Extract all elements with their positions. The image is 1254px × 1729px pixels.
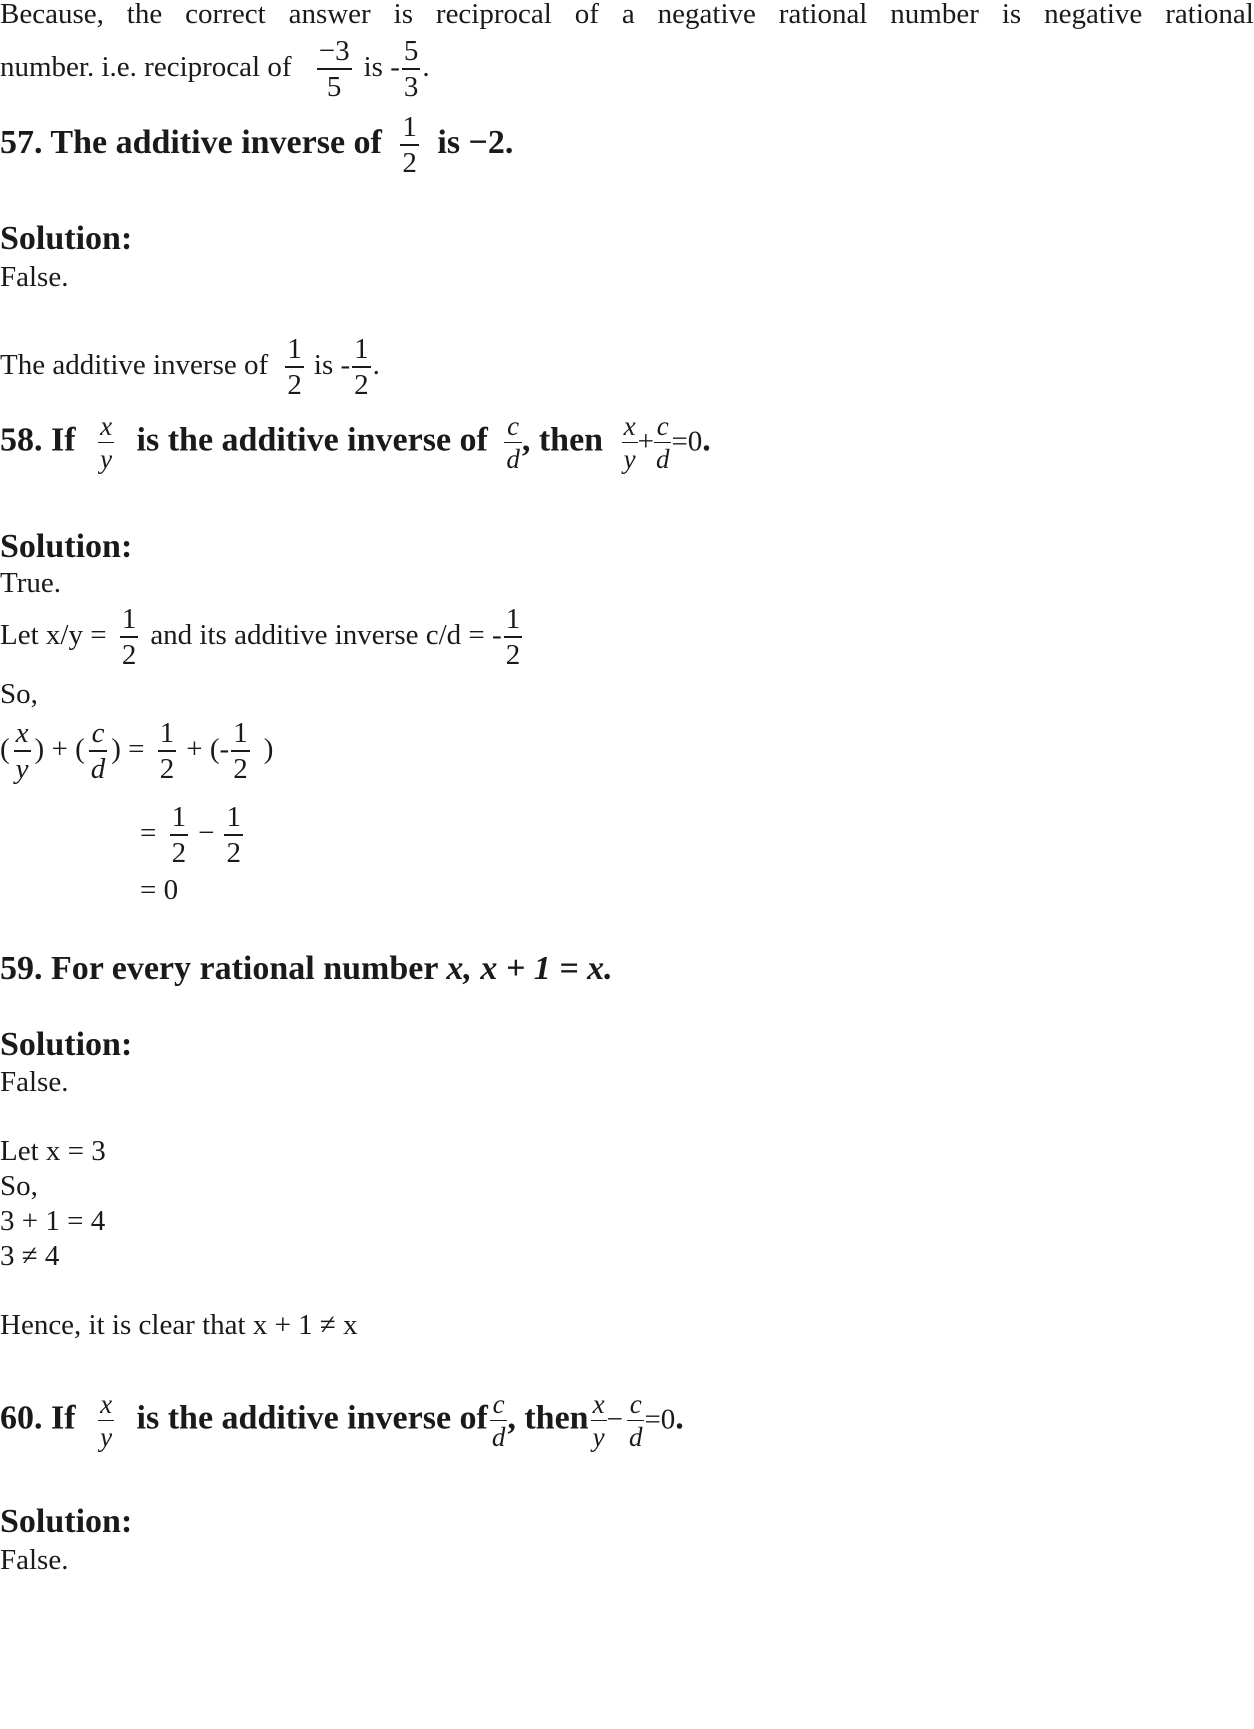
- solution-label-57: Solution:: [0, 220, 133, 257]
- equation-line-2: [140, 802, 253, 869]
- denominator: 2: [171, 837, 187, 870]
- question-text: 58. If: [0, 421, 76, 459]
- fraction: [120, 604, 139, 671]
- denominator: 2: [287, 369, 302, 402]
- numerator: 1: [226, 801, 241, 833]
- fraction-bar: [400, 144, 419, 146]
- text: and its additive inverse c/d = -: [150, 619, 502, 652]
- text: The additive inverse of: [0, 349, 269, 382]
- numerator: x: [15, 717, 29, 749]
- verdict-59: False.: [0, 1066, 69, 1098]
- denominator: d: [655, 444, 670, 475]
- word: is: [393, 0, 413, 30]
- fraction-bar: [627, 1420, 645, 1421]
- word: Because,: [0, 0, 104, 30]
- question-text: is the additive inverse of: [136, 421, 488, 459]
- numerator: x: [592, 1389, 605, 1419]
- paren: ): [111, 733, 121, 766]
- verdict-60: False.: [0, 1544, 69, 1576]
- operator: −: [198, 817, 215, 850]
- numerator: −3: [318, 35, 350, 67]
- fraction: [627, 1390, 645, 1452]
- denominator: 2: [505, 639, 521, 672]
- intro-line-1: [0, 0, 1254, 29]
- equation-text: =0: [671, 425, 703, 458]
- denominator: d: [90, 753, 106, 786]
- numerator: c: [507, 411, 520, 441]
- fraction: [98, 412, 114, 474]
- fraction: [89, 718, 108, 785]
- operator: =: [128, 733, 145, 766]
- numerator: 1: [354, 333, 369, 365]
- numerator: x: [100, 1389, 113, 1419]
- fraction: [317, 36, 352, 103]
- fraction-bar: [98, 1420, 114, 1421]
- paren: ): [263, 733, 274, 766]
- step-line: Let x = 3: [0, 1135, 106, 1167]
- question-text: , then: [521, 421, 604, 459]
- denominator: y: [100, 444, 113, 475]
- equation-text: =0: [644, 1403, 676, 1436]
- fraction-bar: [317, 68, 352, 70]
- fraction-bar: [622, 442, 638, 443]
- numerator: 1: [121, 603, 137, 635]
- word: the: [126, 0, 163, 30]
- question-text: is −2.: [437, 124, 514, 162]
- intro-line-2: [0, 36, 430, 103]
- denominator: 3: [403, 71, 419, 104]
- fraction-bar: [170, 834, 189, 836]
- question-text: 60. If: [0, 1399, 76, 1437]
- operator: +: [637, 425, 654, 458]
- so-58: So,: [0, 678, 38, 710]
- fraction: [654, 412, 672, 474]
- text: .: [422, 51, 430, 84]
- numerator: 5: [403, 35, 419, 67]
- text: number. i.e. reciprocal of: [0, 51, 292, 84]
- numerator: c: [656, 411, 669, 441]
- denominator: 2: [402, 147, 417, 180]
- fraction-bar: [98, 442, 114, 443]
- fraction-bar: [654, 442, 672, 443]
- question-57: [0, 112, 513, 179]
- denominator: 2: [233, 753, 248, 786]
- fraction: [14, 718, 31, 785]
- word: is: [1001, 0, 1022, 30]
- word: negative: [1044, 0, 1143, 30]
- paren: (: [0, 733, 10, 766]
- fraction: [231, 718, 250, 785]
- numerator: c: [91, 717, 105, 749]
- text: Let x/y =: [0, 619, 107, 652]
- equation-line-3: = 0: [140, 874, 179, 906]
- fraction-bar: [490, 1420, 508, 1421]
- numerator: 1: [287, 333, 302, 365]
- fraction: [98, 1390, 114, 1452]
- denominator: y: [623, 444, 636, 475]
- denominator: d: [491, 1422, 506, 1453]
- denominator: 2: [159, 753, 175, 786]
- fraction-bar: [231, 750, 250, 752]
- question-text: 57. The additive inverse of: [0, 124, 382, 162]
- conclusion-59: Hence, it is clear that x + 1 ≠ x: [0, 1309, 358, 1341]
- word: number: [890, 0, 979, 30]
- text: .: [372, 349, 380, 382]
- fraction: [504, 604, 523, 671]
- fraction: [352, 334, 371, 401]
- fraction-bar: [504, 636, 523, 638]
- solution-label-58: Solution:: [0, 528, 133, 565]
- numerator: c: [492, 1389, 505, 1419]
- word: answer: [288, 0, 371, 30]
- equation-line-1: [0, 718, 273, 785]
- fraction-bar: [285, 366, 304, 368]
- denominator: y: [15, 753, 29, 786]
- fraction-bar: [14, 750, 31, 752]
- fraction: [591, 1390, 607, 1452]
- question-text: 59. For every rational number: [0, 950, 438, 987]
- fraction: [504, 412, 522, 474]
- text: is -: [313, 349, 351, 382]
- numerator: x: [100, 411, 113, 441]
- fraction: [622, 412, 638, 474]
- word: negative: [657, 0, 756, 30]
- numerator: 1: [159, 717, 175, 749]
- operator: −: [606, 1403, 623, 1436]
- question-text: .: [702, 421, 711, 459]
- word: a: [621, 0, 635, 30]
- word: correct: [185, 0, 266, 30]
- numerator: 1: [233, 717, 248, 749]
- verdict-58: True.: [0, 567, 61, 599]
- denominator: 2: [354, 369, 369, 402]
- fraction: [490, 1390, 508, 1452]
- fraction-bar: [504, 442, 522, 443]
- denominator: d: [628, 1422, 643, 1453]
- numerator: x: [623, 411, 636, 441]
- numerator: 1: [171, 801, 187, 833]
- denominator: 2: [121, 639, 137, 672]
- question-text: , then: [507, 1399, 589, 1437]
- solution-label-59: Solution:: [0, 1026, 133, 1063]
- operator: +: [51, 733, 68, 766]
- verdict-57: False.: [0, 261, 69, 293]
- numerator: 1: [402, 111, 417, 143]
- text: is -: [363, 51, 400, 84]
- fraction-bar: [224, 834, 243, 836]
- fraction: [158, 718, 177, 785]
- denominator: 5: [326, 71, 342, 104]
- word: of: [574, 0, 599, 30]
- numerator: 1: [505, 603, 521, 635]
- word: rational: [1165, 0, 1254, 30]
- question-59: [0, 952, 613, 986]
- paren: (: [75, 733, 85, 766]
- fraction-bar: [158, 750, 177, 752]
- fraction: [170, 802, 189, 869]
- question-60: [0, 1390, 684, 1452]
- let-line-58: [0, 604, 524, 671]
- expression: x, x + 1 = x.: [446, 950, 613, 987]
- paren: ): [34, 733, 45, 766]
- denominator: y: [100, 1422, 113, 1453]
- step-line: So,: [0, 1170, 38, 1202]
- solution-label-60: Solution:: [0, 1503, 133, 1540]
- word: reciprocal: [435, 0, 552, 30]
- fraction-bar: [352, 366, 371, 368]
- question-text: .: [675, 1399, 684, 1437]
- fraction: [224, 802, 243, 869]
- fraction: [400, 112, 419, 179]
- question-text: is the additive inverse of: [136, 1399, 488, 1437]
- fraction-bar: [89, 750, 108, 752]
- denominator: 2: [226, 837, 241, 870]
- fraction-bar: [591, 1420, 607, 1421]
- numerator: c: [629, 1389, 642, 1419]
- fraction-bar: [402, 68, 421, 70]
- denominator: d: [506, 444, 520, 475]
- denominator: y: [592, 1422, 605, 1453]
- fraction: [402, 36, 421, 103]
- step-line: 3 + 1 = 4: [0, 1205, 106, 1237]
- question-58: [0, 412, 711, 474]
- step-line: 3 ≠ 4: [0, 1240, 60, 1272]
- word: rational: [778, 0, 868, 30]
- fraction-bar: [120, 636, 139, 638]
- explanation-57: [0, 334, 380, 401]
- fraction: [285, 334, 304, 401]
- operator: + (-: [186, 733, 230, 766]
- operator: =: [140, 817, 157, 850]
